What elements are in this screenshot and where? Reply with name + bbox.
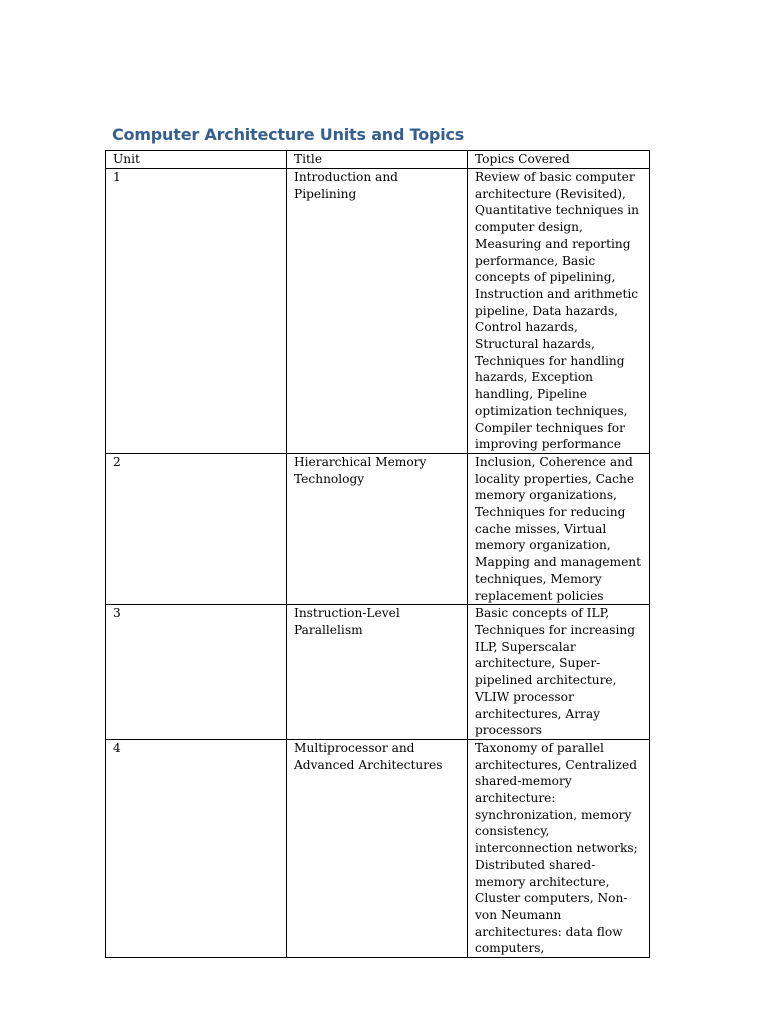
unit-number: 4 xyxy=(106,739,287,957)
unit-topics: Inclusion, Coherence and locality properties, Cache memory organizations, Techniques for reducing cache misses, Virtual memory organization, Mapping and management techniques, Memory replacement policies xyxy=(468,453,650,604)
page-title: Computer Architecture Units and Topics xyxy=(112,125,465,144)
table-row xyxy=(106,605,650,740)
unit-topics: Taxonomy of parallel architectures, Centralized shared-memory architecture: synchronization, memory consistency, interconnection networks; Distributed shared-memory architecture, Cluster computers, Non-von Neumann architectures: data flow computers, xyxy=(468,739,650,957)
unit-title: Instruction-Level Parallelism xyxy=(287,605,468,740)
unit-title: Introduction and Pipelining xyxy=(287,169,468,454)
table-header-row xyxy=(106,151,650,169)
table-row xyxy=(106,739,650,957)
header-title: Title xyxy=(287,151,468,169)
header-unit: Unit xyxy=(106,151,287,169)
unit-topics: Basic concepts of ILP, Techniques for increasing ILP, Superscalar architecture, Super-pipelined architecture, VLIW processor architectures, Array processors xyxy=(468,605,650,740)
unit-number: 1 xyxy=(106,169,287,454)
unit-number: 2 xyxy=(106,453,287,604)
table-row xyxy=(106,169,650,454)
units-table xyxy=(105,150,650,958)
unit-title: Hierarchical Memory Technology xyxy=(287,453,468,604)
header-topics: Topics Covered xyxy=(468,151,650,169)
unit-topics: Review of basic computer architecture (Revisited), Quantitative techniques in computer design, Measuring and reporting performance, Basic concepts of pipelining, Instruction and arithmetic pipeline, Data hazards, Control hazards, Structural hazards, Techniques for handling hazards, Exception handling, Pipeline optimization techniques, Compiler techniques for improving performance xyxy=(468,169,650,454)
unit-title: Multiprocessor and Advanced Architectures xyxy=(287,739,468,957)
unit-number: 3 xyxy=(106,605,287,740)
table-row xyxy=(106,453,650,604)
